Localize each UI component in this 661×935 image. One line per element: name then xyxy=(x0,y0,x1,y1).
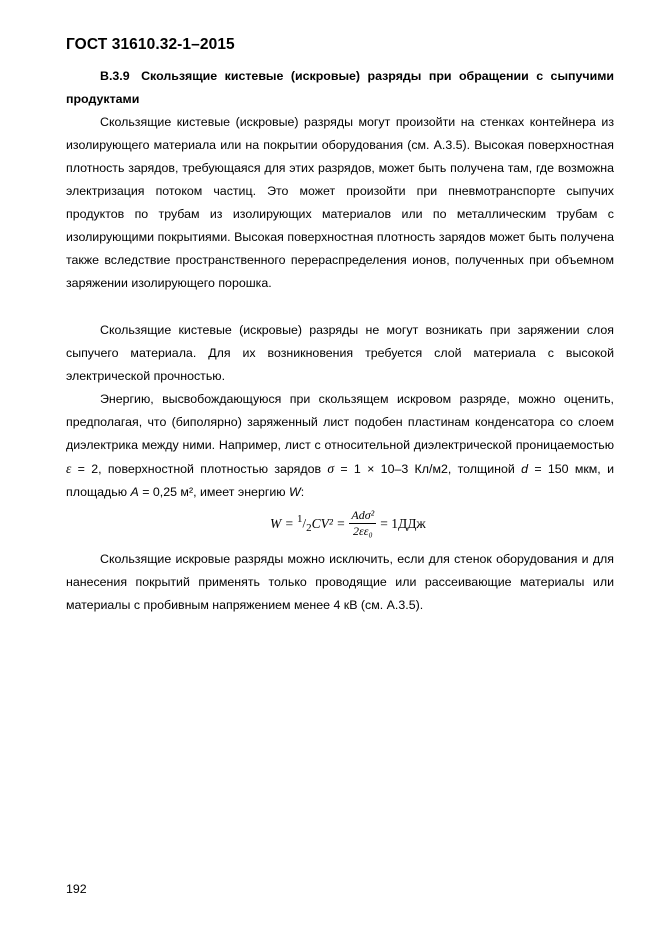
paragraph-3 xyxy=(66,388,614,504)
paragraph-2-block xyxy=(66,319,614,388)
formula-fraction xyxy=(349,508,376,539)
formula-half: $^1/_2$ xyxy=(296,513,312,534)
epsilon-value: = 2, поверхностной плотностью зарядов xyxy=(71,462,328,476)
paragraph-1: Скользящие кистевые (искровые) разряды могут произойти на стенках контейнера из изолирующего материала или на покрытии оборудования (см. А.3.5). Высокая поверхностная плотность зарядов, требующаяся для этих разрядов, может быть получена там, где возможна электризация потоком частиц. Это может произойти при пневмотранспорте сыпучих продуктов по трубам из изолирующих материалов или по металлическим трубам с изолирующими покрытиями. Высокая поверхностная плотность зарядов может быть получена также вследствие пространственного перераспределения ионов, полученных при объемном заряжении изолирующего порошка. xyxy=(66,115,614,290)
w-colon: : xyxy=(300,485,305,499)
document-header: ГОСТ 31610.32-1–2015 xyxy=(66,36,235,53)
section-heading xyxy=(66,65,614,111)
w-symbol: W xyxy=(289,485,301,499)
a-symbol: A xyxy=(130,485,139,499)
paragraph-3-text-a: Энергию, высвобождающуюся при скользящем искровом разряде, можно оценить, предполагая, что (биполярно) заряженный лист подобен пластинам конденсатора со слоем диэлектрика между ними. Например, лист с относительной диэлектрической проницаемостью xyxy=(66,392,614,452)
fraction-denominator: 2εε₀ xyxy=(353,524,373,538)
fraction-numerator: Adσ² xyxy=(351,508,375,522)
energy-formula xyxy=(270,508,426,539)
epsilon-symbol: ε xyxy=(66,461,72,476)
paragraph-4: Скользящие искровые разряды можно исключить, если для стенок оборудования и для нанесения покрытий применять только проводящие или рассеивающие материалы или материалы с пробивным напряжением менее 4 кВ (см. А.3.5). xyxy=(66,552,614,612)
formula-cv: CV² = xyxy=(311,515,346,531)
sigma-value: = 1 × 10–3 Кл/м2, толщиной xyxy=(334,462,522,476)
formula-lhs: W = xyxy=(270,515,294,531)
half-numerator: 1 xyxy=(296,513,303,526)
section-number: В.3.9 xyxy=(100,69,130,83)
a-value: = 0,25 м², имеет энергию xyxy=(138,485,290,499)
paragraph-1-block xyxy=(66,111,614,295)
section-title: Скользящие кистевые (искровые) разряды при обращении с сыпучими продуктами xyxy=(66,69,614,106)
formula-rhs: = 1ДДж xyxy=(380,515,426,531)
paragraph-2: Скользящие кистевые (искровые) разряды не могут возникать при заряжении слоя сыпучего материала. Для их возникновения требуется слой материала с высокой электрической прочностью. xyxy=(66,323,614,383)
sigma-symbol: σ xyxy=(327,461,335,476)
page-number: 192 xyxy=(66,882,87,896)
d-value: = 150 мкм, и площадью xyxy=(66,462,614,499)
half-denominator: 2 xyxy=(306,521,312,534)
d-symbol: d xyxy=(521,462,528,476)
paragraph-4-block xyxy=(66,548,614,617)
paragraph-3-block xyxy=(66,388,614,504)
